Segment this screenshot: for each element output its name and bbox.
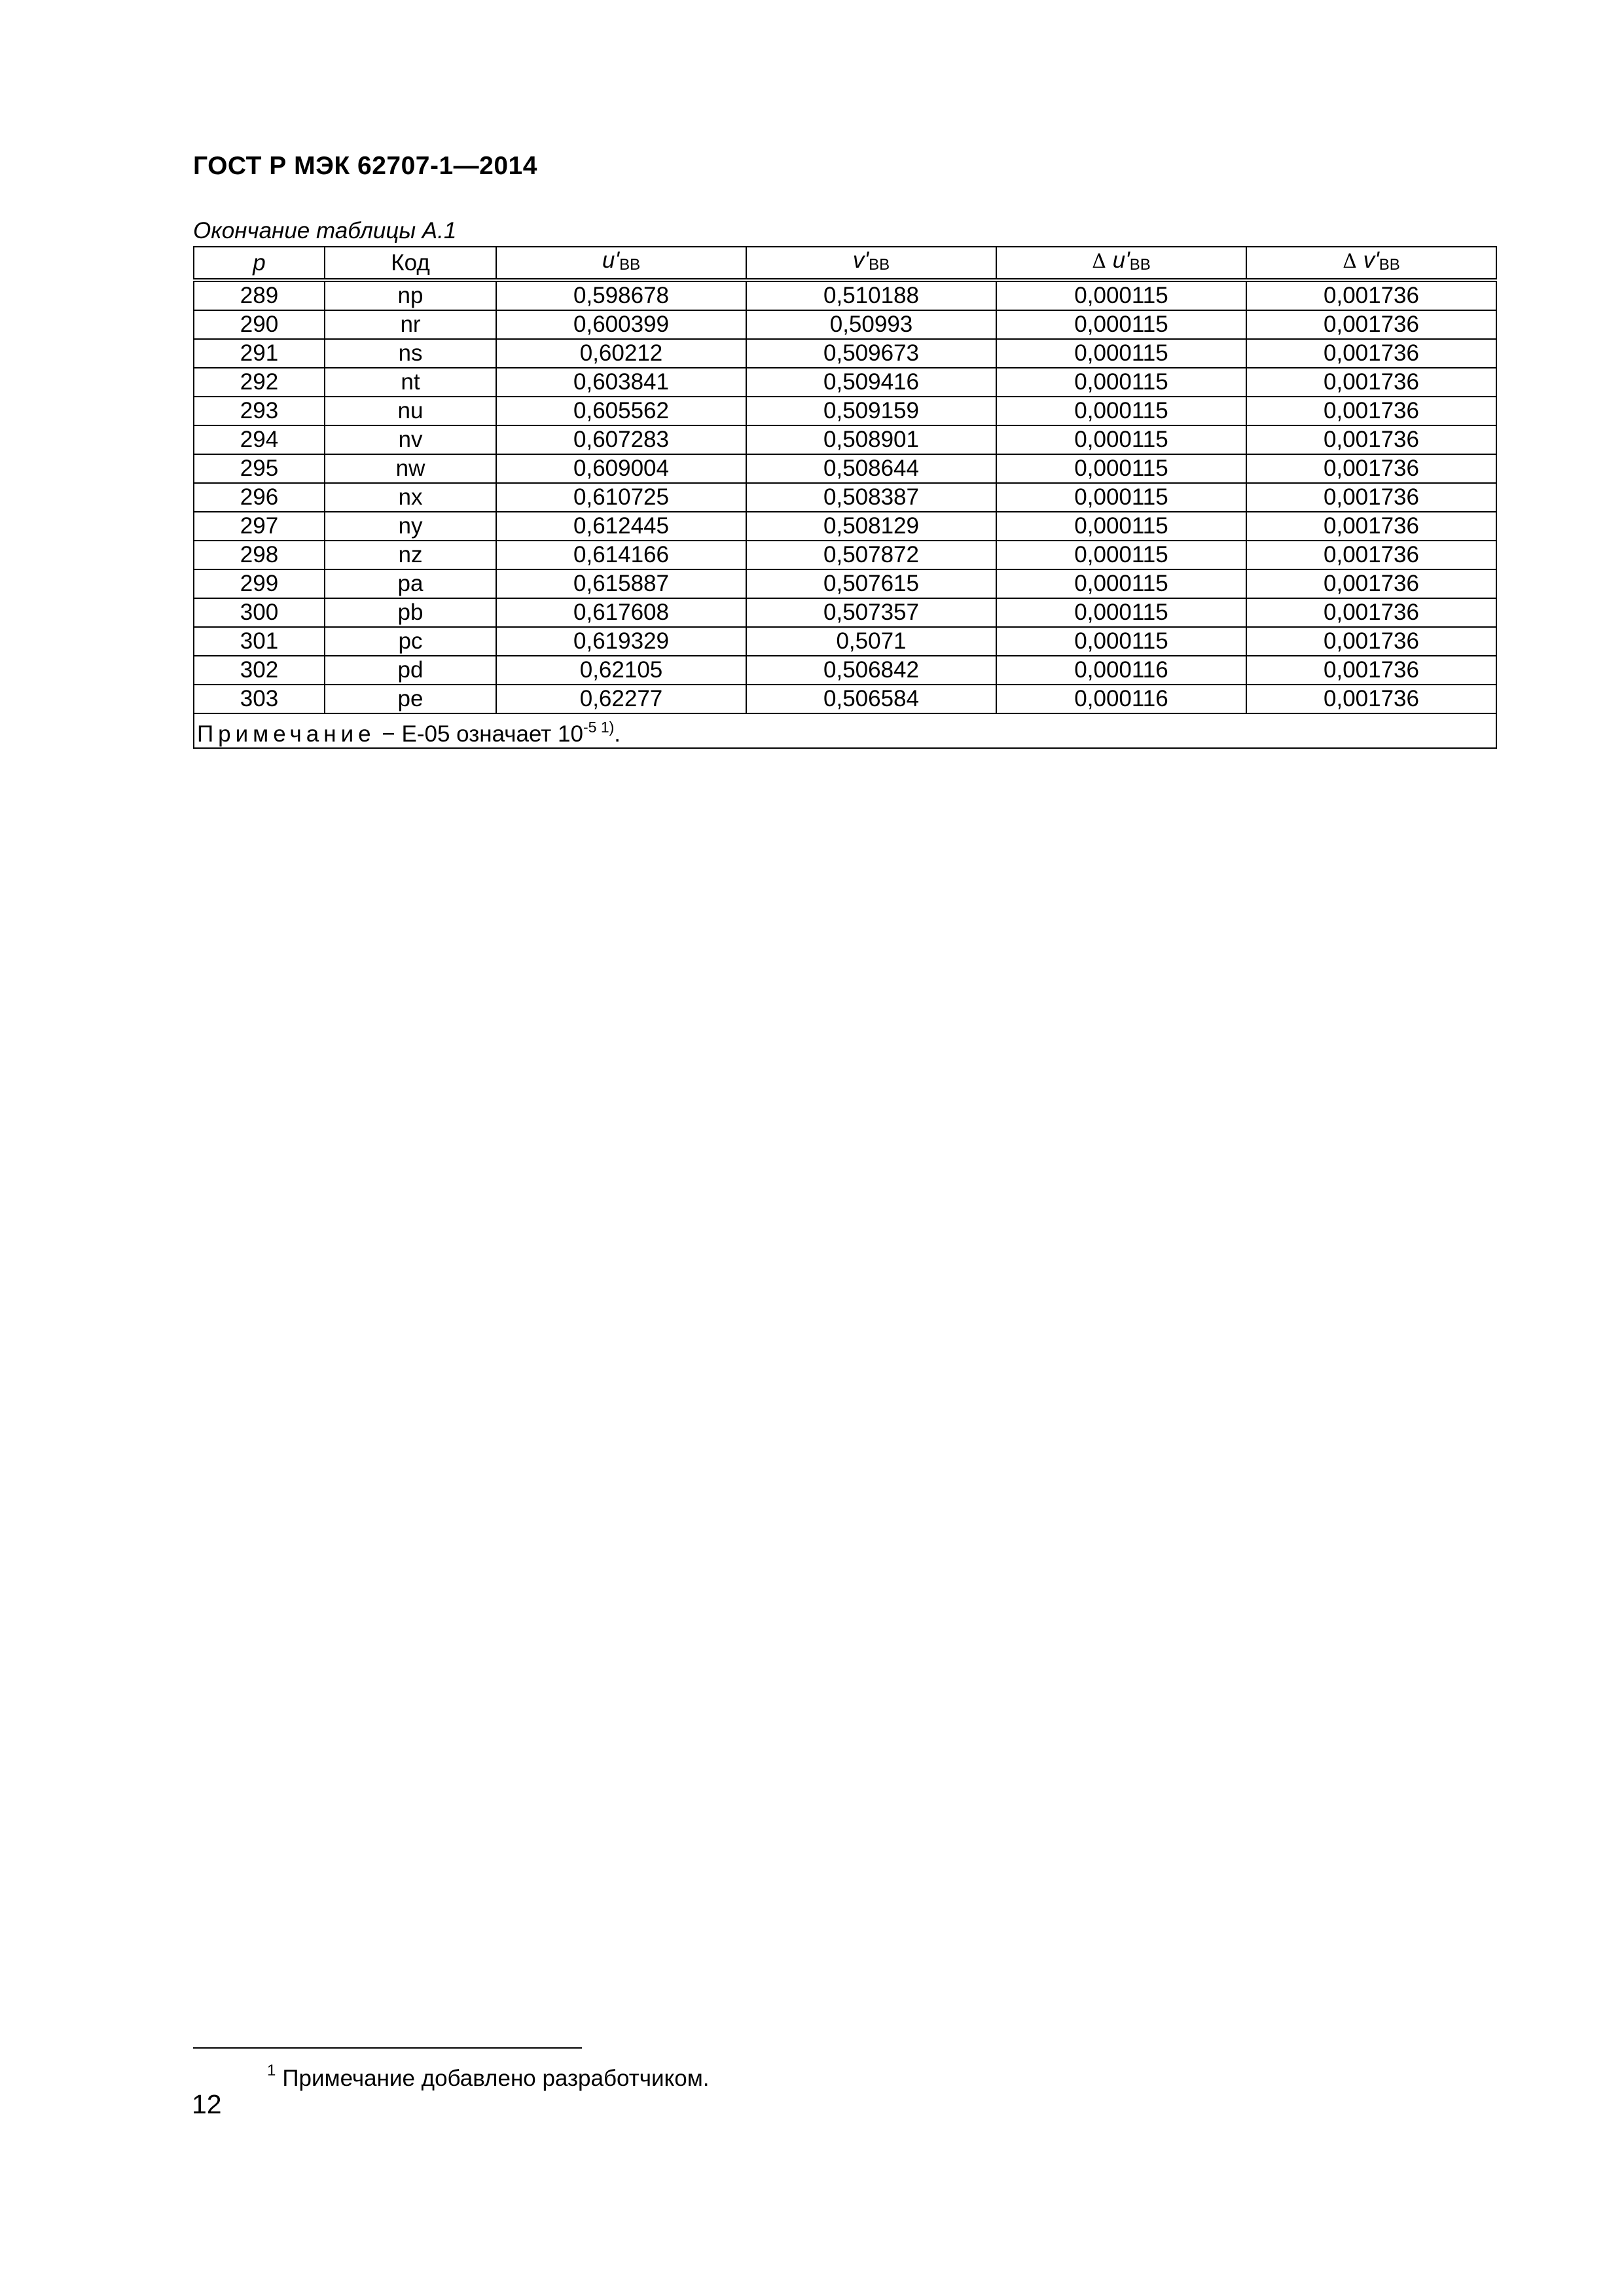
cell-code: pc (325, 627, 496, 656)
cell-p: 301 (194, 627, 325, 656)
cell-v: 0,5071 (746, 627, 996, 656)
cell-code: nw (325, 454, 496, 483)
cell-p: 302 (194, 656, 325, 685)
cell-u: 0,609004 (496, 454, 746, 483)
cell-v: 0,507615 (746, 569, 996, 598)
cell-p: 293 (194, 397, 325, 425)
cell-v: 0,509416 (746, 368, 996, 397)
cell-delta-v: 0,001736 (1246, 368, 1496, 397)
cell-code: nu (325, 397, 496, 425)
cell-v: 0,509159 (746, 397, 996, 425)
cell-delta-u: 0,000115 (996, 454, 1246, 483)
cell-delta-v: 0,001736 (1246, 425, 1496, 454)
table-row (194, 512, 1496, 541)
cell-delta-v: 0,001736 (1246, 541, 1496, 569)
footnote-divider (193, 2047, 582, 2049)
table-row (194, 627, 1496, 656)
cell-u: 0,598678 (496, 280, 746, 310)
cell-p: 303 (194, 685, 325, 713)
cell-p: 291 (194, 339, 325, 368)
cell-p: 298 (194, 541, 325, 569)
cell-delta-v: 0,001736 (1246, 569, 1496, 598)
cell-v: 0,508387 (746, 483, 996, 512)
table-body (194, 280, 1496, 713)
cell-p: 300 (194, 598, 325, 627)
cell-p: 295 (194, 454, 325, 483)
cell-p: 289 (194, 280, 325, 310)
table-note: Примечание − E-05 означает $10^{-5 1)}$. (194, 713, 1496, 748)
document-header: ГОСТ Р МЭК 62707-1—2014 (193, 152, 537, 180)
table-header-row (194, 247, 1496, 280)
cell-u: 0,612445 (496, 512, 746, 541)
cell-delta-v: 0,001736 (1246, 280, 1496, 310)
table-row (194, 368, 1496, 397)
column-header-code: Код (325, 247, 496, 280)
cell-code: nv (325, 425, 496, 454)
cell-u: 0,60212 (496, 339, 746, 368)
cell-code: pb (325, 598, 496, 627)
cell-code: np (325, 280, 496, 310)
cell-u: 0,619329 (496, 627, 746, 656)
cell-delta-v: 0,001736 (1246, 598, 1496, 627)
cell-delta-u: 0,000115 (996, 512, 1246, 541)
cell-code: nt (325, 368, 496, 397)
cell-delta-u: 0,000115 (996, 627, 1246, 656)
cell-v: 0,507872 (746, 541, 996, 569)
cell-delta-u: 0,000115 (996, 541, 1246, 569)
table-row (194, 541, 1496, 569)
cell-v: 0,508901 (746, 425, 996, 454)
table-row (194, 310, 1496, 339)
cell-p: 296 (194, 483, 325, 512)
cell-v: 0,506842 (746, 656, 996, 685)
footnote: $^1$ Примечание добавлено разработчиком. (267, 2062, 710, 2091)
cell-v: 0,508644 (746, 454, 996, 483)
cell-code: nz (325, 541, 496, 569)
cell-u: 0,617608 (496, 598, 746, 627)
cell-delta-u: 0,000115 (996, 569, 1246, 598)
cell-code: ns (325, 339, 496, 368)
cell-u: 0,615887 (496, 569, 746, 598)
table-row (194, 454, 1496, 483)
page-number: 12 (192, 2089, 222, 2119)
table-row (194, 598, 1496, 627)
cell-u: 0,62277 (496, 685, 746, 713)
cell-delta-v: 0,001736 (1246, 397, 1496, 425)
table-caption: Окончание таблицы А.1 (193, 218, 457, 243)
table-row (194, 397, 1496, 425)
cell-u: 0,607283 (496, 425, 746, 454)
cell-u: 0,614166 (496, 541, 746, 569)
column-header-delta-v: Δ v'BB (1246, 247, 1496, 280)
cell-v: 0,507357 (746, 598, 996, 627)
cell-delta-u: 0,000115 (996, 598, 1246, 627)
column-header-v: v'BB (746, 247, 996, 280)
column-header-p: p (194, 247, 325, 280)
cell-delta-u: 0,000115 (996, 483, 1246, 512)
cell-delta-v: 0,001736 (1246, 656, 1496, 685)
cell-u: 0,603841 (496, 368, 746, 397)
table-row (194, 656, 1496, 685)
table-row (194, 569, 1496, 598)
cell-p: 290 (194, 310, 325, 339)
cell-p: 299 (194, 569, 325, 598)
cell-delta-v: 0,001736 (1246, 310, 1496, 339)
cell-v: 0,508129 (746, 512, 996, 541)
cell-v: 0,509673 (746, 339, 996, 368)
cell-u: 0,600399 (496, 310, 746, 339)
cell-delta-v: 0,001736 (1246, 339, 1496, 368)
cell-code: pd (325, 656, 496, 685)
table-row (194, 483, 1496, 512)
table-row (194, 425, 1496, 454)
cell-delta-u: 0,000115 (996, 339, 1246, 368)
cell-code: pe (325, 685, 496, 713)
cell-delta-v: 0,001736 (1246, 512, 1496, 541)
cell-delta-u: 0,000115 (996, 368, 1246, 397)
cell-u: 0,610725 (496, 483, 746, 512)
cell-code: pa (325, 569, 496, 598)
cell-u: 0,62105 (496, 656, 746, 685)
cell-delta-v: 0,001736 (1246, 685, 1496, 713)
cell-code: nx (325, 483, 496, 512)
cell-code: nr (325, 310, 496, 339)
table-row (194, 280, 1496, 310)
table-note-row (194, 713, 1496, 748)
cell-v: 0,510188 (746, 280, 996, 310)
cell-v: 0,50993 (746, 310, 996, 339)
cell-delta-u: 0,000115 (996, 310, 1246, 339)
cell-p: 294 (194, 425, 325, 454)
cell-p: 297 (194, 512, 325, 541)
cell-p: 292 (194, 368, 325, 397)
data-table (193, 246, 1497, 749)
column-header-u: u'BB (496, 247, 746, 280)
cell-delta-v: 0,001736 (1246, 627, 1496, 656)
cell-code: ny (325, 512, 496, 541)
table-row (194, 339, 1496, 368)
cell-delta-v: 0,001736 (1246, 454, 1496, 483)
cell-delta-u: 0,000115 (996, 280, 1246, 310)
cell-delta-u: 0,000116 (996, 656, 1246, 685)
cell-delta-v: 0,001736 (1246, 483, 1496, 512)
cell-v: 0,506584 (746, 685, 996, 713)
table-row (194, 685, 1496, 713)
cell-delta-u: 0,000115 (996, 397, 1246, 425)
cell-u: 0,605562 (496, 397, 746, 425)
cell-delta-u: 0,000116 (996, 685, 1246, 713)
column-header-delta-u: Δ u'BB (996, 247, 1246, 280)
cell-delta-u: 0,000115 (996, 425, 1246, 454)
